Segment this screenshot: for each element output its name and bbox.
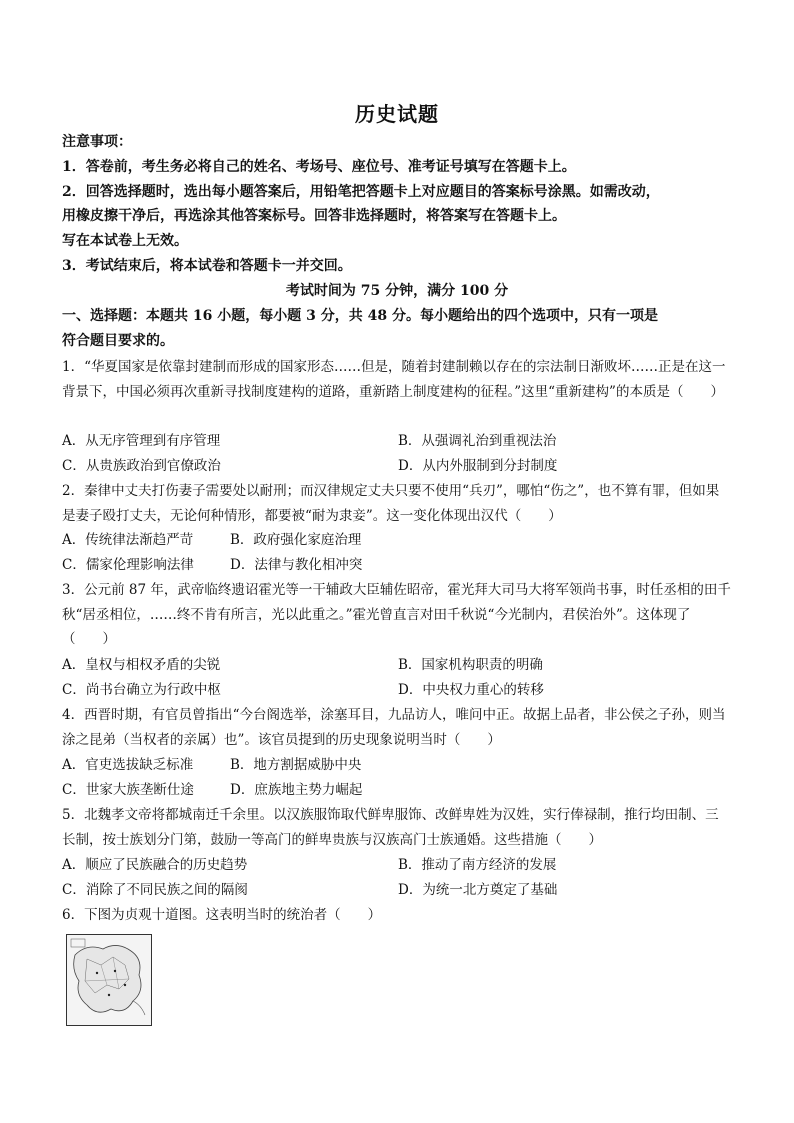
question-5-option-c: C．消除了不同民族之间的隔阂: [62, 882, 248, 898]
question-4-option-c: C．世家大族垄断仕途: [62, 782, 194, 798]
question-6-stem: 6．下图为贞观十道图。这表明当时的统治者（ ）: [62, 907, 382, 923]
notice-item-2b: 用橡皮擦干净后，再选涂其他答案标号。回答非选择题时，将答案写在答题卡上。: [62, 208, 566, 224]
question-4-option-b: B．地方割据威胁中央: [230, 757, 362, 773]
notice-item-2a: 2．回答选择题时，选出每小题答案后，用铅笔把答题卡上对应题目的答案标号涂黑。如需改动，: [62, 184, 660, 200]
question-3-option-d: D．中央权力重心的转移: [398, 682, 544, 698]
question-4-stem: 4．西晋时期，有官员曾指出“今台阁选举，涂塞耳目，九品访人，唯问中正。故据上品者，非公侯之子孙，则当涂之昆弟（当权者的亲属）也”。该官员提到的历史现象说明当时（ ）: [62, 707, 726, 748]
question-3-option-a: A．皇权与相权矛盾的尖锐: [62, 657, 221, 673]
question-4-option-a: A．官吏选拔缺乏标准: [62, 757, 194, 773]
question-2-option-b: B．政府强化家庭治理: [230, 532, 362, 548]
section-1-line-2: 符合题目要求的。: [62, 333, 174, 349]
notice-item-3: 3．考试结束后，将本试卷和答题卡一并交回。: [62, 258, 352, 274]
question-2-option-a: A．传统律法渐趋严苛: [62, 532, 194, 548]
exam-info: 考试时间为 75 分钟，满分 100 分: [285, 283, 509, 299]
zhenguan-map-image: [66, 934, 152, 1026]
question-1-option-d: D．从内外服制到分封制度: [398, 458, 558, 474]
question-5-option-b: B．推动了南方经济的发展: [398, 857, 557, 873]
question-3-stem: 3．公元前 87 年，武帝临终遗诏霍光等一干辅政大臣辅佐昭帝，霍光拜大司马大将军领尚书事，时任丞相的田千秋“居丞相位，……终不肯有所言，光以此重之。”霍光曾直言对田千秋说“今光制内，君侯治外”。这体现了（ ）: [62, 582, 731, 647]
question-5-option-d: D．为统一北方奠定了基础: [398, 882, 558, 898]
page-title: 历史试题: [355, 102, 439, 126]
notice-item-2c: 写在本试卷上无效。: [62, 233, 188, 249]
notice-heading: 注意事项：: [62, 134, 132, 150]
question-2-stem: 2．秦律中丈夫打伤妻子需要处以耐刑；而汉律规定丈夫只要不使用“兵刃”，哪怕“伤之”，也不算有罪，但如果是妻子殴打丈夫，无论何种情形，都要被“耐为隶妾”。这一变化体现出汉代（ ）: [62, 483, 720, 524]
question-1-option-a: A．从无序管理到有序管理: [62, 433, 221, 449]
map-illustration: [67, 935, 151, 1025]
question-3-option-b: B．国家机构职责的明确: [398, 657, 543, 673]
question-1-stem: 1．“华夏国家是依靠封建制而形成的国家形态……但是，随着封建制赖以存在的宗法制日渐败坏……正是在这一背景下，中国必须再次重新寻找制度建构的道路，重新踏上制度建构的征程。”这里“重新建构”的本质是（ ）: [62, 359, 726, 400]
question-1-option-b: B．从强调礼治到重视法治: [398, 433, 557, 449]
notice-item-1: 1．答卷前，考生务必将自己的姓名、考场号、座位号、准考证号填写在答题卡上。: [62, 159, 576, 175]
question-3-option-c: C．尚书台确立为行政中枢: [62, 682, 221, 698]
question-5-stem: 5．北魏孝文帝将都城南迁千余里。以汉族服饰取代鲜卑服饰、改鲜卑姓为汉姓，实行俸禄制，推行均田制、三长制，按士族划分门第，鼓励一等高门的鲜卑贵族与汉族高门士族通婚。这些措施（ ）: [62, 807, 719, 848]
question-1-option-c: C．从贵族政治到官僚政治: [62, 458, 221, 474]
question-4-option-d: D．庶族地主势力崛起: [230, 782, 363, 798]
question-5-option-a: A．顺应了民族融合的历史趋势: [62, 857, 248, 873]
section-1-line-1: 一、选择题：本题共 16 小题，每小题 3 分，共 48 分。每小题给出的四个选项中，只有一项是: [62, 308, 658, 324]
question-2-option-c: C．儒家伦理影响法律: [62, 557, 194, 573]
question-2-option-d: D．法律与教化相冲突: [230, 557, 363, 573]
